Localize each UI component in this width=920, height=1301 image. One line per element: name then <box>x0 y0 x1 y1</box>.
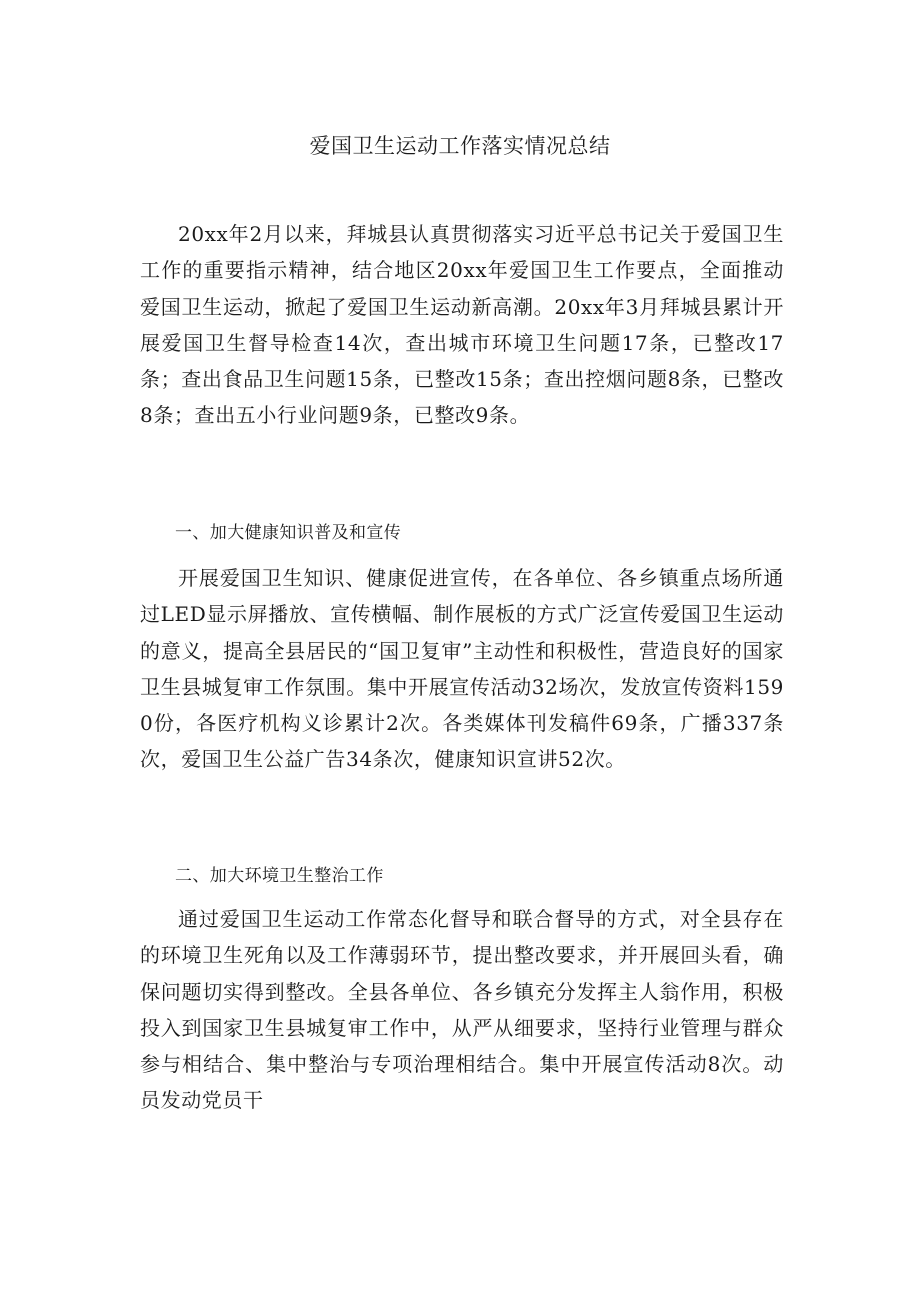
section-1-heading: 一、加大健康知识普及和宣传 <box>175 523 402 543</box>
document-title: 爱国卫生运动工作落实情况总结 <box>309 134 611 158</box>
section-1-paragraph: 开展爱国卫生知识、健康促进宣传，在各单位、各乡镇重点场所通过LED显示屏播放、宣传横幅、制作展板的方式广泛宣传爱国卫生运动的意义，提高全县居民的“国卫复审”主动性和积极性，营造良好的国家卫生县城复审工作氛围。集中开展宣传活动32场次，发放宣传资料1590份，各医疗机构义诊累计2次。各类媒体刊发稿件69条，广播337条次，爱国卫生公益广告34条次，健康知识宣讲52次。 <box>140 566 784 772</box>
intro-paragraph: 20xx年2月以来，拜城县认真贯彻落实习近平总书记关于爱国卫生工作的重要指示精神，结合地区20xx年爱国卫生工作要点，全面推动爱国卫生运动，掀起了爱国卫生运动新高潮。20xx年3月拜城县累计开展爱国卫生督导检查14次，查出城市环境卫生问题17条，已整改17条；查出食品卫生问题15条，已整改15条；查出控烟问题8条，已整改8条；查出五小行业问题9条，已整改9条。 <box>140 222 784 428</box>
section-2-paragraph: 通过爱国卫生运动工作常态化督导和联合督导的方式，对全县存在的环境卫生死角以及工作薄弱环节，提出整改要求，并开展回头看，确保问题切实得到整改。全县各单位、各乡镇充分发挥主人翁作用，积极投入到国家卫生县城复审工作中，从严从细要求，坚持行业管理与群众参与相结合、集中整治与专项治理相结合。集中开展宣传活动8次。动员发动党员干 <box>140 907 784 1113</box>
section-2-heading: 二、加大环境卫生整治工作 <box>175 866 384 886</box>
